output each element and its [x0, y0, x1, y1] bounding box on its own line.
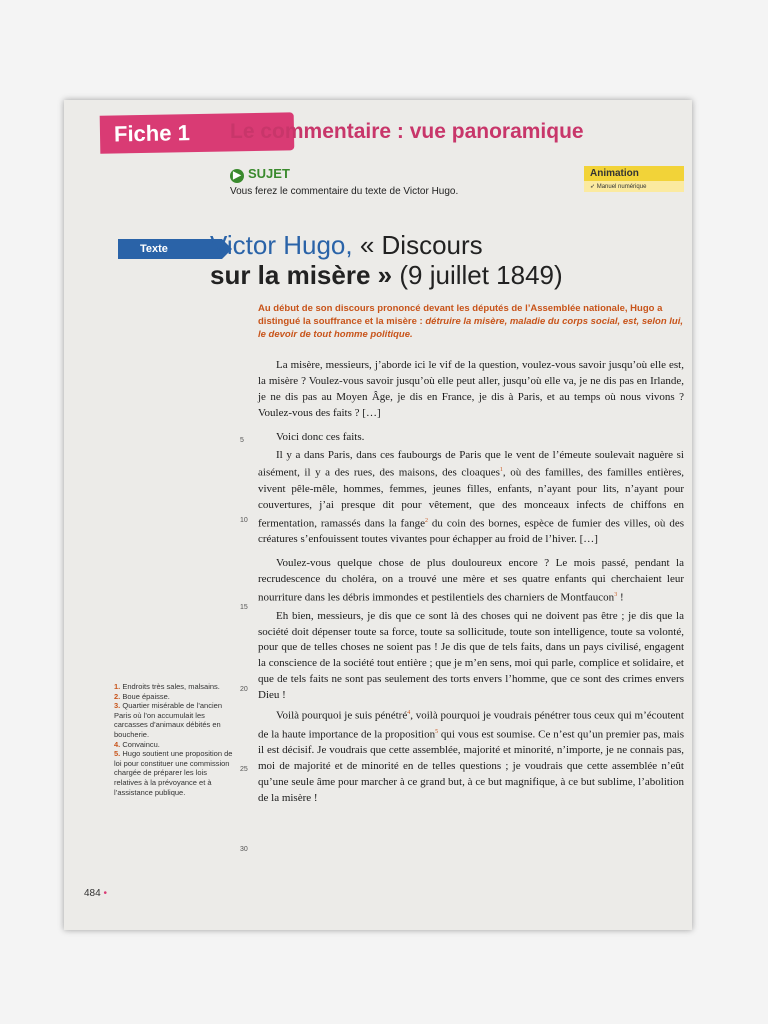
title-date: (9 juillet 1849) — [399, 260, 563, 290]
intro-paragraph: Au début de son discours prononcé devant les députés de l’Assemblée nationale, Hugo a distingué la souffrance et la misère : détruire la misère, maladie du corps social, est, selon lui, le devoir de tout homme politique. — [258, 303, 684, 340]
title-part2: sur la misère » — [210, 260, 393, 290]
line-number: 20 — [240, 686, 248, 693]
page-number: 484 • — [84, 888, 107, 899]
line-number: 25 — [240, 766, 248, 773]
line-number: 5 — [240, 437, 244, 444]
animation-box[interactable] — [584, 166, 684, 192]
line-number: 15 — [240, 604, 248, 611]
document-page — [64, 100, 692, 930]
footnote: 2. Boue épaisse. — [114, 691, 170, 701]
paragraph: Voulez-vous quelque chose de plus douloureux encore ? Le mois passé, pendant la recrudescence du choléra, on a trouvé une mère et ses quatre enfants qui cherchaient leur nourriture dans les débris immondes et pestilentiels des charniers de Montfaucon$^3$ ! — [258, 557, 684, 604]
line-number: 10 — [240, 517, 248, 524]
footnote: 3. Quartier misérable de l’ancien Paris où l’on accumulait les carcasses d’animaux débités en boucherie. — [114, 701, 222, 739]
footnotes — [114, 682, 236, 797]
sujet-heading — [230, 166, 290, 183]
author-name: Victor Hugo, — [210, 230, 353, 260]
paragraph: Il y a dans Paris, dans ces faubourgs de Paris que le vent de l’émeute soulevait naguère si aisément, il y a des rues, des maisons, des cloaques$^1$, où des familles, des familles entières, vivent pêle-mêle, hommes, femmes, jeunes filles, enfants, n’ayant pour lits, n’ayant pour couvertures, j’ai presque dit pour vêtement, que des monceaux infects de chiffons en fermentation, ramassés dans la fange$^2$ du coin des bornes, espèce de fumier des villes, où des créatures s’enfouissent toutes vivantes pour échapper au froid de l’hiver. […] — [258, 448, 684, 546]
paragraph: Voilà pourquoi je suis pénétré$^4$, voilà pourquoi je voudrais pénétrer tous ceux qui m’écoutent de la haute importance de la proposition$^5$ qui vous est soumise. Ce n’est qu’un premier pas, mais il est décisif. Je voudrais que cette assemblée, majorité et minorité, n’importe, je ne connais pas, moi de majorité et de minorité en de telles questions ; je voudrais que cette assemblée n’eût qu’une seule âme pour marcher à ce grand but, à ce but magnifique, à ce but sublime, l’abolition de la misère ! — [258, 709, 684, 804]
title-part1: « Discours — [359, 230, 483, 260]
text-body — [258, 358, 684, 809]
footnote: 4. Convaincu. — [114, 739, 160, 749]
texte-tag: Texte — [118, 239, 222, 259]
line-number: 30 — [240, 846, 248, 853]
footnote: 5. Hugo soutient une proposition de loi pour constituer une commission chargée de préparer les lois relatives à la prévoyance et à l’assistance publique. — [114, 749, 233, 797]
arrow-icon: ➶ — [590, 184, 597, 190]
sujet-text: Vous ferez le commentaire du texte de Victor Hugo. — [230, 186, 459, 197]
animation-title: Animation — [584, 166, 684, 181]
paragraph: Voici donc ces faits. — [276, 430, 365, 443]
page-title: Le commentaire : vue panoramique — [230, 120, 584, 143]
intro-quote: détruire la misère, maladie du corps social, est, selon lui, le devoir de tout homme politique. — [258, 316, 684, 340]
footnote: 1. Endroits très sales, malsains. — [114, 682, 220, 691]
paragraph: Eh bien, messieurs, je dis que ce sont là des choses qui ne doivent pas être ; je dis que la société doit dépenser toute sa force, toute sa sollicitude, toute son intelligence, toute sa volonté, pour que de telles choses ne soient pas ! Je dis que de tels faits, dans un pays civilisé, engagent la conscience de la société tout entière ; que je m’en sens, moi qui parle, complice et solidaire, et que de tels faits ne sont pas seulement des torts envers l’homme, que ce sont des crimes envers Dieu ! — [258, 609, 684, 702]
chevron-right-icon: ▶ — [230, 169, 244, 183]
paragraph: La misère, messieurs, j’aborde ici le vif de la question, voulez-vous savoir jusqu’où elle est, la misère ? Voulez-vous savoir jusqu’où elle peut aller, jusqu’où elle va, je ne dis pas en Irlande, je ne dis pas au Moyen Âge, je dis en France, je dis à Paris, et au temps où nous vivons ? Voulez-vous des faits ? […] — [258, 359, 684, 419]
sujet-label: SUJET — [248, 166, 290, 181]
text-title — [210, 230, 563, 290]
animation-subtitle: ➶ Manuel numérique — [584, 181, 684, 192]
fiche-badge: Fiche 1 — [100, 112, 295, 153]
